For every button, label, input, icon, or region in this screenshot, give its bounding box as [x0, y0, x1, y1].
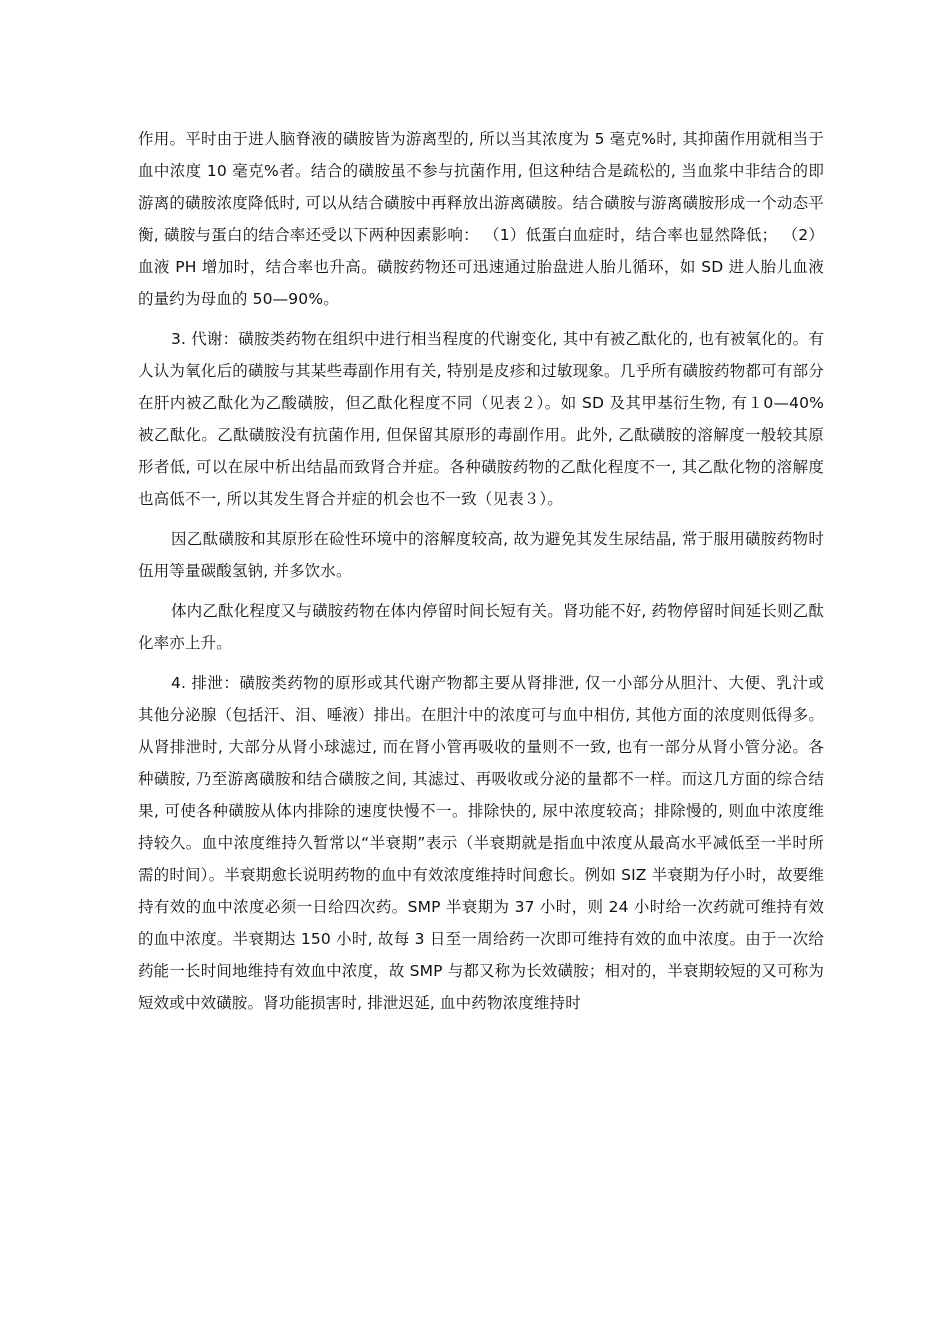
- paragraph-alkaline-solubility: 因乙酞磺胺和其原形在硷性环境中的溶解度较高, 故为避免其发生尿结晶, 常于服用磺胺药物时伍用等量碳酸氢钠, 并多饮水。: [138, 530, 824, 580]
- paragraph-acetylation-retention: 体内乙酞化程度又与磺胺药物在体内停留时间长短有关。肾功能不好, 药物停留时间延长则乙酞化率亦上升。: [138, 602, 824, 652]
- paragraph-plasma-binding: 作用。平时由于进人脑脊液的磺胺皆为游离型的, 所以当其浓度为 5 毫克%时, 其抑菌作用就相当于血中浓度 10 毫克%者。结合的磺胺虽不参与抗菌作用, 但这种结合是疏松的, 当血浆中非结合的即游离的磺胺浓度降低时, 可以从结合磺胺中再释放出游离磺胺。结合磺胺与游离磺胺形成一个动态平衡, 磺胺与蛋白的结合率还受以下两种因素影响： （1）低蛋白血症时，结合率也显然降低； （2）血液 PH 增加时，结合率也升高。磺胺药物还可迅速通过胎盘进人胎儿循环，如 SD 进人胎儿血液的量约为母血的 50—90%。: [138, 130, 824, 308]
- document-body: [138, 123, 824, 1027]
- paragraph-metabolism: 3. 代谢：磺胺类药物在组织中进行相当程度的代谢变化, 其中有被乙酞化的, 也有被氧化的。有人认为氧化后的磺胺与其某些毒副作用有关, 特别是皮疹和过敏现象。几乎所有磺胺药物都可有部分在肝内被乙酞化为乙酸磺胺，但乙酞化程度不同（见表２）。如 SD 及其甲基衍生物, 有１0—40%被乙酞化。乙酞磺胺没有抗菌作用, 但保留其原形的毒副作用。此外, 乙酞磺胺的溶解度一般较其原形者低, 可以在尿中析出结晶而致肾合并症。各种磺胺药物的乙酞化程度不一, 其乙酞化物的溶解度也高低不一, 所以其发生肾合并症的机会也不一致（见表３）。: [138, 330, 824, 508]
- paragraph-excretion: 4. 排泄：磺胺类药物的原形或其代谢产物都主要从肾排泄, 仅一小部分从胆汁、大便、乳汁或其他分泌腺（包括汗、泪、唾液）排出。在胆汁中的浓度可与血中相仿, 其他方面的浓度则低得多。从肾排泄时, 大部分从肾小球滤过, 而在肾小管再吸收的量则不一致, 也有一部分从肾小管分泌。各种磺胺, 乃至游离磺胺和结合磺胺之间, 其滤过、再吸收或分泌的量都不一样。而这几方面的综合结果, 可使各种磺胺从体内排除的速度快慢不一。排除快的, 尿中浓度较高；排除慢的, 则血中浓度维持较久。血中浓度维持久暂常以“半衰期”表示（半衰期就是指血中浓度从最高水平减低至一半时所需的时间）。半衰期愈长说明药物的血中有效浓度维持时间愈长。例如 SIZ 半衰期为仔小时，故要维持有效的血中浓度必须一日给四次药。SMP 半衰期为 37 小时，则 24 小时给一次药就可维持有效的血中浓度。半衰期达 150 小时, 故每 3 日至一周给药一次即可维持有效的血中浓度。由于一次给药能一长时间地维持有效血中浓度，故 SMP 与都又称为长效磺胺；相对的，半衰期较短的又可称为短效或中效磺胺。肾功能损害时, 排泄迟延, 血中药物浓度维持时: [138, 674, 824, 1012]
